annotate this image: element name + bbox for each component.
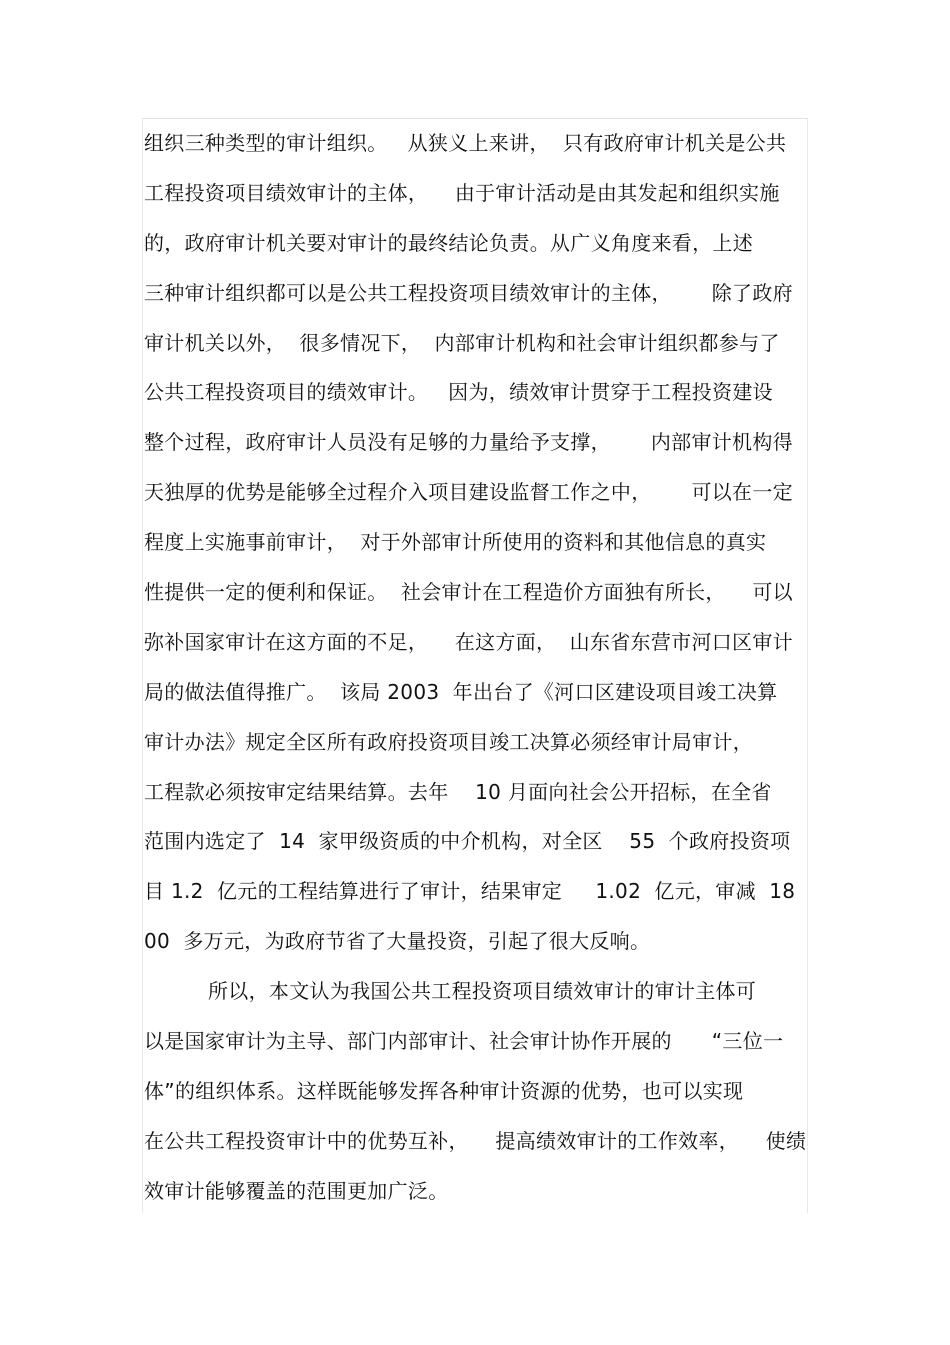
text-line: 的，政府审计机关要对审计的最终结论负责。从广义角度来看，上述 [144, 230, 753, 255]
text-line: 工程款必须按审定结果结算。去年 10 月面向社会公开招标，在全省 [144, 779, 772, 804]
text-line: 性提供一定的便利和保证。 社会审计在工程造价方面独有所长， 可以 [144, 580, 793, 605]
document-body [144, 125, 808, 1223]
text-line: 效审计能够覆盖的范围更加广泛。 [144, 1178, 449, 1203]
text-line: 局的做法值得推广。 该局 2003 年出台了《河口区建设项目竣工决算 [144, 679, 778, 704]
text-line: 目 1.2 亿元的工程结算进行了审计，结果审定 1.02 亿元，审减 18 [144, 879, 796, 904]
text-line: 体”的组织体系。这样既能够发挥各种审计资源的优势，也可以实现 [144, 1078, 744, 1103]
text-line: 程度上实施事前审计， 对于外部审计所使用的资料和其他信息的真实 [144, 530, 767, 555]
text-line: 工程投资项目绩效审计的主体， 由于审计活动是由其发起和组织实施 [144, 180, 780, 205]
text-line: 范围内选定了 14 家甲级资质的中介机构，对全区 55 个政府投资项 [144, 829, 791, 854]
text-line: 审计办法》规定全区所有政府投资项目竣工决算必须经审计局审计， [144, 729, 753, 754]
text-line: 三种审计组织都可以是公共工程投资项目绩效审计的主体， 除了政府 [144, 280, 793, 305]
text-line: 公共工程投资项目的绩效审计。 因为，绩效审计贯穿于工程投资建设 [144, 380, 773, 405]
text-line: 天独厚的优势是能够全过程介入项目建设监督工作之中， 可以在一定 [144, 480, 793, 505]
text-line: 以是国家审计为主导、部门内部审计、社会审计协作开展的 “三位一 [144, 1029, 784, 1054]
text-line: 组织三种类型的审计组织。 从狭义上来讲， 只有政府审计机关是公共 [144, 131, 787, 155]
text-line: 审计机关以外， 很多情况下， 内部审计机构和社会审计组织都参与了 [144, 330, 780, 355]
text-line: 弥补国家审计在这方面的不足， 在这方面， 山东省东营市河口区审计 [144, 629, 793, 654]
text-line: 在公共工程投资审计中的优势互补， 提高绩效审计的工作效率， 使绩 [144, 1128, 807, 1153]
text-line: 00 多万元，为政府节省了大量投资，引起了很大反响。 [144, 929, 651, 954]
text-line: 整个过程，政府审计人员没有足够的力量给予支撑， 内部审计机构得 [144, 430, 793, 455]
paragraph-first-line: 所以，本文认为我国公共工程投资项目绩效审计的审计主体可 [208, 979, 757, 1004]
